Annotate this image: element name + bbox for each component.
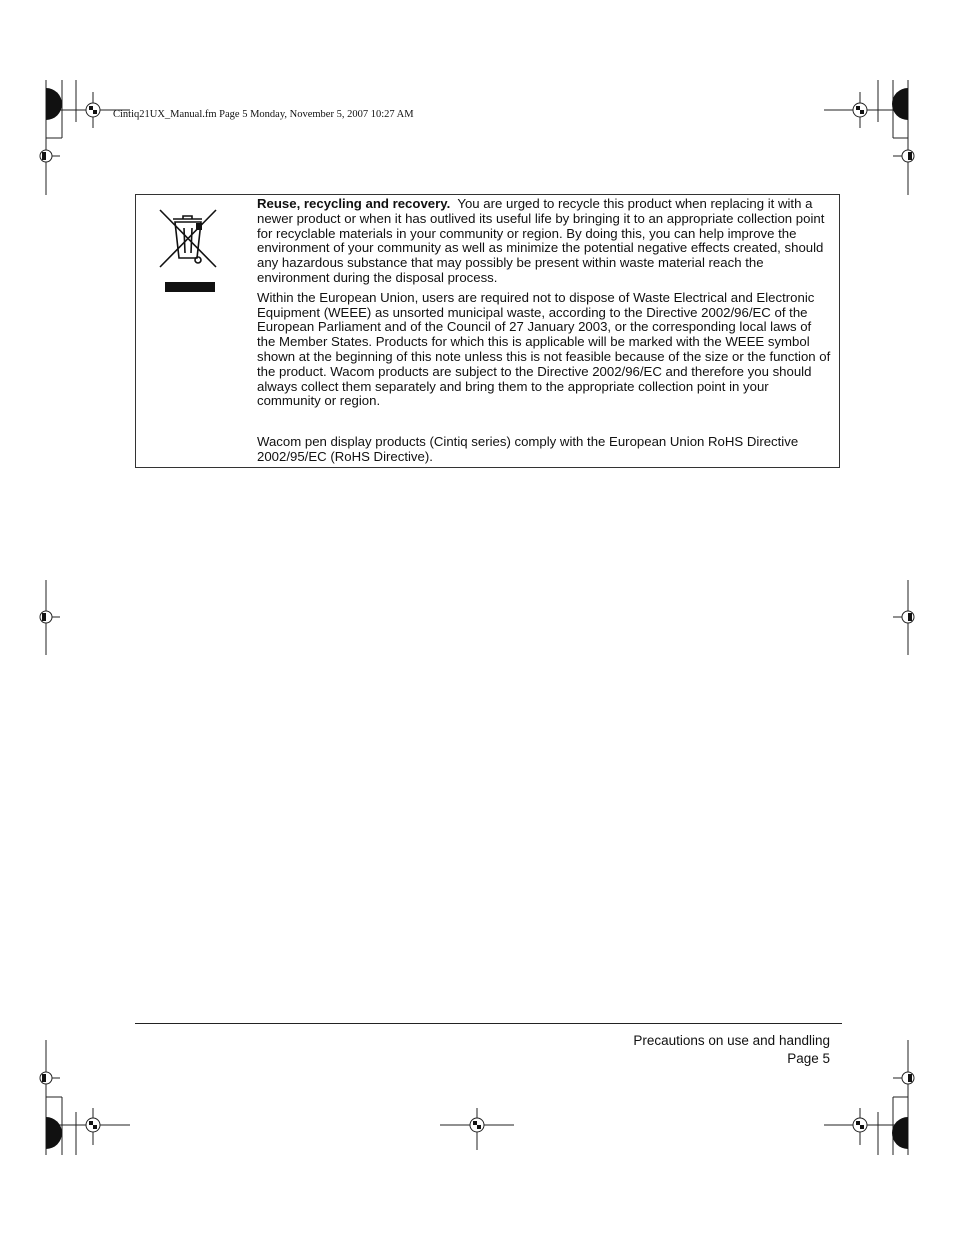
footer-page-number: Page 5 — [787, 1051, 830, 1066]
notice-text — [257, 197, 832, 470]
notice-lead: Reuse, recycling and recovery. — [257, 196, 451, 211]
footer-section-title: Precautions on use and handling — [633, 1033, 830, 1048]
page-footer — [560, 1032, 830, 1068]
notice-paragraph-weee: Within the European Union, users are required not to dispose of Waste Electrical and Electronic Equipment (WEEE) as unsorted municipal waste, according to the Directive 2002/96/EC of the European Parliament and of the Council of 27 January 2003, or the corresponding local laws of the Member States. Products for which this is applicable will be marked with the WEEE symbol shown at the beginning of this note unless this is not feasible because of the size or the function of the product. Wacom products are subject to the Directive 2002/96/EC and therefore you should always collect them separately and bring them to the appropriate collection point in your community or region. — [257, 289, 831, 409]
footer-divider — [135, 1023, 842, 1024]
weee-crossed-bin-icon — [156, 206, 218, 296]
page-header-file-info: Cintiq21UX_Manual.fm Page 5 Monday, November 5, 2007 10:27 AM — [113, 109, 414, 120]
notice-paragraph-recycling — [257, 197, 832, 286]
notice-body-1: You are urged to recycle this product when replacing it with a newer product or when it has outlived its useful life by bringing it to an appropriate collection point for recyclable materials in your community or region. By doing this, you can help improve the environment of your community as well as minimize the potential negative effects created, should any hazardous substance that may possibly be present within waste material reach the environment during the disposal process. — [257, 196, 825, 285]
recycling-notice — [135, 194, 840, 468]
notice-paragraph-rohs: Wacom pen display products (Cintiq series) comply with the European Union RoHS Directive 2002/95/EC (RoHS Directive). — [257, 434, 799, 464]
